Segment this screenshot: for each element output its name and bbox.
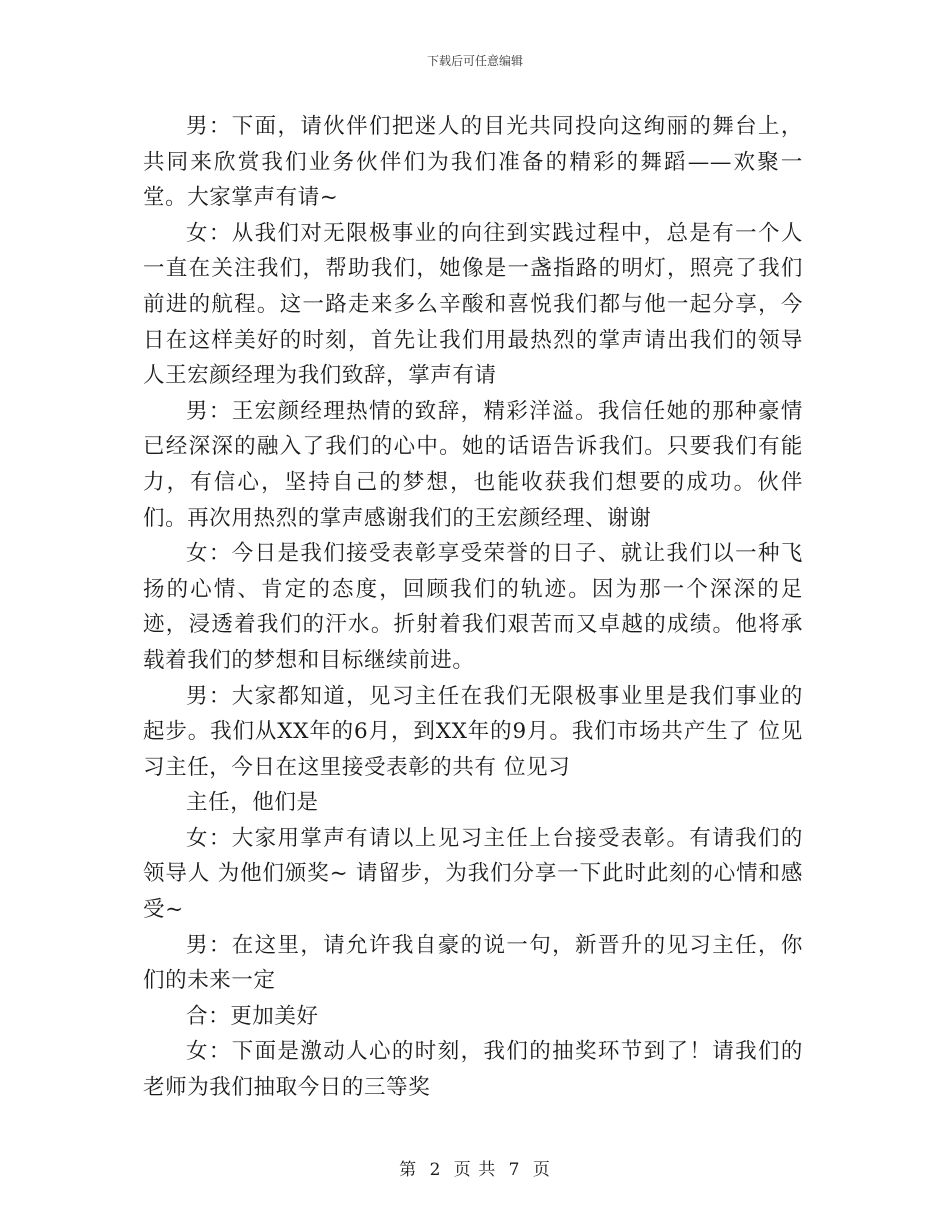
footer-suffix: 页 xyxy=(532,1160,551,1180)
current-page-number: 2 xyxy=(429,1160,442,1180)
paragraph: 主任，他们是 xyxy=(186,790,319,816)
paragraph: 女：大家用掌声有请以上见习主任上台接受表彰。有请我们的领导人 为他们颁奖~ 请留步，为我们分享一下此时此刻的心情和感受~ xyxy=(143,825,803,923)
page-footer xyxy=(0,1155,950,1180)
paragraph: 女：下面是激动人心的时刻，我们的抽奖环节到了！请我们的老师为我们抽取今日的三等奖 xyxy=(143,1039,803,1101)
footer-prefix: 第 xyxy=(399,1160,418,1180)
paragraph: 男：在这里，请允许我自豪的说一句，新晋升的见习主任，你们的未来一定 xyxy=(143,932,803,994)
paragraph: 男：大家都知道，见习主任在我们无限极事业里是我们事业的起步。我们从XX年的6月，到XX年的9月。我们市场共产生了 位见习主任，今日在这里接受表彰的共有 位见习 xyxy=(143,683,803,780)
page-header-note: 下载后可任意编辑 xyxy=(426,54,523,68)
paragraph: 男：下面，请伙伴们把迷人的目光共同投向这绚丽的舞台上，共同来欣赏我们业务伙伴们为我们准备的精彩的舞蹈——欢聚一堂。大家掌声有请~ xyxy=(143,114,803,211)
paragraph: 男：王宏颜经理热情的致辞，精彩洋溢。我信任她的那种豪情已经深深的融入了我们的心中。她的话语告诉我们。只要我们有能力，有信心，坚持自己的梦想，也能收获我们想要的成功。伙伴们。再次用热烈的掌声感谢我们的王宏颜经理、谢谢 xyxy=(143,398,803,531)
paragraph: 女：从我们对无限极事业的向往到实践过程中，总是有一个人一直在关注我们，帮助我们，她像是一盏指路的明灯，照亮了我们前进的航程。这一路走来多么辛酸和喜悦我们都与他一起分享，今日在这样美好的时刻，首先让我们用最热烈的掌声请出我们的领导人王宏颜经理为我们致辞，掌声有请 xyxy=(143,220,803,389)
footer-mid: 页 共 xyxy=(453,1160,497,1180)
total-page-number: 7 xyxy=(508,1160,521,1180)
paragraph: 合：更加美好 xyxy=(186,1003,319,1029)
document-body xyxy=(143,109,803,1106)
paragraph: 女：今日是我们接受表彰享受荣誉的日子、就让我们以一种飞扬的心情、肯定的态度，回顾我们的轨迹。因为那一个深深的足迹，浸透着我们的汗水。折射着我们艰苦而又卓越的成绩。他将承载着我们的梦想和目标继续前进。 xyxy=(143,541,803,673)
